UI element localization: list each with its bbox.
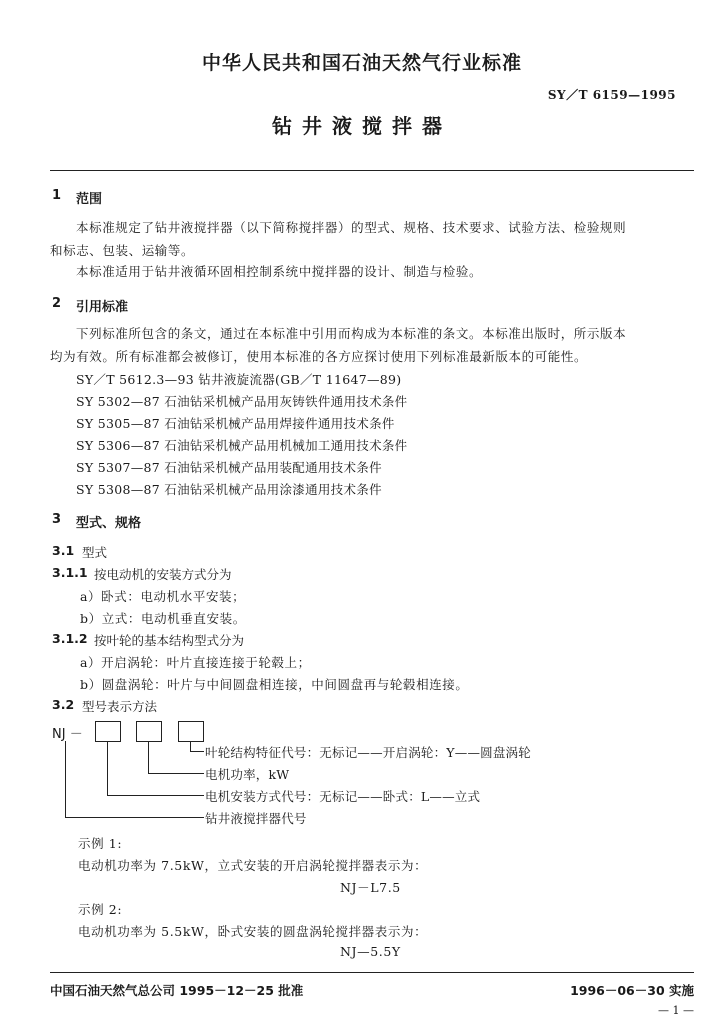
section-3-1-2-number: 3.1.2	[52, 631, 88, 646]
leader-line	[107, 795, 204, 796]
section-3-1-2-heading: 按叶轮的基本结构型式分为	[94, 633, 245, 648]
standard-code: SY／T 6159—1995	[547, 88, 676, 102]
page-number: — 1 —	[658, 1004, 694, 1017]
section-2-paragraph-1b: 均为有效。所有标准都会被修订，使用本标准的各方应探讨使用下列标准最新版本的可能性。	[50, 349, 588, 364]
section-1-paragraph-1b: 和标志、包装、运输等。	[50, 243, 195, 258]
section-1-number: 1	[52, 188, 62, 203]
approval-date: 中国石油天然气总公司 1995－12－25 批准	[50, 983, 304, 998]
section-1-heading: 范围	[76, 192, 103, 207]
section-3-1-1-heading: 按电动机的安装方式分为	[94, 567, 232, 582]
footer-rule	[50, 972, 694, 973]
section-3-1-heading: 型式	[82, 545, 108, 560]
power-label: 电机功率，kW	[205, 767, 290, 782]
leader-line	[148, 741, 149, 773]
reference-item: SY 5305—87 石油钻采机械产品用焊接件通用技术条件	[76, 416, 395, 431]
leader-line	[190, 741, 191, 751]
list-item-vertical: b）立式：电动机垂直安装。	[80, 611, 246, 626]
section-1-paragraph-1a: 本标准规定了钻井液搅拌器（以下简称搅拌器）的型式、规格、技术要求、试验方法、检验规则	[76, 220, 627, 235]
leader-line	[65, 817, 204, 818]
model-prefix: NJ －	[52, 727, 83, 742]
reference-item: SY 5302—87 石油钻采机械产品用灰铸铁件通用技术条件	[76, 394, 408, 409]
example-1-code: NJ－L7.5	[340, 880, 401, 895]
install-code-box	[95, 721, 121, 742]
reference-item: SY 5308—87 石油钻采机械产品用涂漆通用技术条件	[76, 482, 382, 497]
section-3-number: 3	[52, 512, 62, 527]
section-3-1-1-number: 3.1.1	[52, 565, 88, 580]
document-title: 钻井液搅拌器	[272, 114, 452, 138]
leader-line	[148, 773, 204, 774]
list-item-open-turbine: a）开启涡轮：叶片直接连接于轮毂上；	[80, 655, 311, 670]
leader-line	[190, 751, 204, 752]
reference-item: SY 5306—87 石油钻采机械产品用机械加工通用技术条件	[76, 438, 408, 453]
section-3-heading: 型式、规格	[76, 516, 142, 531]
section-3-2-number: 3.2	[52, 697, 75, 712]
example-2-text: 电动机功率为 5.5kW，卧式安装的圆盘涡轮搅拌器表示为：	[78, 924, 428, 939]
section-2-heading: 引用标准	[76, 300, 129, 315]
mixer-code-label: 钻井液搅拌器代号	[205, 811, 307, 826]
standard-body-title: 中华人民共和国石油天然气行业标准	[201, 52, 522, 74]
list-item-disc-turbine: b）圆盘涡轮：叶片与中间圆盘相连接，中间圆盘再与轮毂相连接。	[80, 677, 469, 692]
example-2-title: 示例 2:	[78, 902, 123, 917]
impeller-code-label: 叶轮结构特征代号：无标记——开启涡轮：Y——圆盘涡轮	[205, 745, 531, 760]
header-rule	[50, 170, 694, 171]
example-1-title: 示例 1:	[78, 836, 123, 851]
example-1-text: 电动机功率为 7.5kW，立式安装的开启涡轮搅拌器表示为：	[78, 858, 428, 873]
reference-item: SY／T 5612.3—93 钻井液旋流器(GB／T 11647—89)	[76, 372, 402, 387]
reference-item: SY 5307—87 石油钻采机械产品用装配通用技术条件	[76, 460, 382, 475]
impeller-code-box	[178, 721, 204, 742]
section-2-paragraph-1a: 下列标准所包含的条文，通过在本标准中引用而构成为本标准的条文。本标准出版时，所示版本	[76, 326, 627, 341]
power-box	[136, 721, 162, 742]
example-2-code: NJ—5.5Y	[340, 944, 401, 959]
implementation-date: 1996－06－30 实施	[570, 983, 694, 998]
install-code-label: 电机安装方式代号：无标记——卧式：L——立式	[205, 789, 481, 804]
leader-line	[65, 741, 66, 817]
leader-line	[107, 741, 108, 795]
section-3-2-heading: 型号表示方法	[82, 699, 158, 714]
section-1-paragraph-2: 本标准适用于钻井液循环固相控制系统中搅拌器的设计、制造与检验。	[76, 264, 483, 279]
section-2-number: 2	[52, 296, 62, 311]
list-item-horizontal: a）卧式：电动机水平安装；	[80, 589, 246, 604]
section-3-1-number: 3.1	[52, 543, 75, 558]
